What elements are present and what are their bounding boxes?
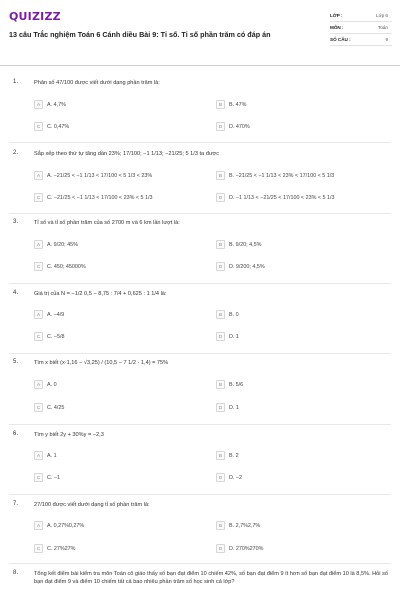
option-c[interactable]: [34, 402, 64, 413]
option-letter-box: A: [34, 451, 43, 460]
option-text: D. 1: [229, 404, 239, 411]
option-text: C. 27%27%: [47, 545, 76, 552]
option-letter-box: C: [34, 262, 43, 271]
divider: [9, 283, 391, 284]
question-text: Sắp xếp theo thứ tự tăng dần 23%; 17/100; −1 1/13; −21/25; 5 1/3 ta được: [34, 151, 220, 157]
option-text: D. 470%: [229, 123, 250, 130]
option-text: A. −4/9: [47, 311, 65, 318]
option-a[interactable]: [34, 520, 84, 531]
divider: [9, 424, 391, 425]
option-b[interactable]: [216, 99, 246, 110]
meta-table: [330, 10, 392, 46]
option-a[interactable]: [34, 170, 152, 181]
question-number: 8.: [13, 570, 19, 576]
option-text: B. 9/20; 4,5%: [229, 241, 262, 248]
question-text: Tỉ số và tỉ số phần trăm của số 2700 m và 6 km lần lượt là:: [34, 220, 180, 226]
option-a[interactable]: [34, 239, 78, 250]
quizizz-logo[interactable]: QUIZIZZ: [9, 10, 61, 23]
option-letter-box: D: [216, 262, 225, 271]
option-b[interactable]: [216, 379, 243, 390]
option-text: C. 450; 45000%: [47, 263, 86, 270]
option-letter-box: C: [34, 473, 43, 482]
divider: [9, 213, 391, 214]
document-header: [0, 0, 400, 66]
option-letter-box: A: [34, 310, 43, 319]
option-text: C. 0,47%: [47, 123, 70, 130]
option-text: A. 9/20; 45%: [47, 241, 78, 248]
option-letter-box: A: [34, 380, 43, 389]
question-text: Phân số 47/100 được viết dưới dạng phần trăm là:: [34, 80, 160, 86]
question-number: 1.: [13, 79, 19, 85]
option-text: D. −2: [229, 474, 243, 481]
option-text: B. 5/6: [229, 381, 244, 388]
divider: [9, 142, 391, 143]
question-text: Tìm y biết 2y + 30%y = −2,3: [34, 432, 104, 438]
option-d[interactable]: [216, 331, 239, 342]
option-letter-box: B: [216, 240, 225, 249]
option-letter-box: B: [216, 100, 225, 109]
question-number: 2.: [13, 150, 19, 156]
question-number: 5.: [13, 359, 19, 365]
option-a[interactable]: [34, 379, 57, 390]
divider: [9, 563, 391, 564]
option-b[interactable]: [216, 520, 260, 531]
option-text: C. −5/8: [47, 333, 65, 340]
option-letter-box: D: [216, 122, 225, 131]
option-letter-box: D: [216, 193, 225, 202]
option-d[interactable]: [216, 472, 242, 483]
option-letter-box: D: [216, 544, 225, 553]
option-a[interactable]: [34, 309, 64, 320]
option-a[interactable]: [34, 99, 66, 110]
meta-key: SỐ CÂU :: [330, 37, 351, 42]
option-b[interactable]: [216, 239, 261, 250]
option-text: D. −1 1/13 < −21/25 < 17/100 < 23% < 5 1/3: [229, 194, 335, 201]
option-text: A. −21/25 < −1 1/13 < 17/100 < 5 1/3 < 23%: [47, 172, 153, 179]
option-c[interactable]: [34, 331, 65, 342]
option-d[interactable]: [216, 192, 335, 203]
option-d[interactable]: [216, 121, 250, 132]
option-letter-box: A: [34, 521, 43, 530]
option-text: D. 270%270%: [229, 545, 264, 552]
meta-row-subject: [330, 22, 392, 34]
divider: [9, 353, 391, 354]
option-text: A. 0,27%0,27%: [47, 522, 85, 529]
option-d[interactable]: [216, 543, 263, 554]
option-letter-box: B: [216, 380, 225, 389]
option-text: C. −1: [47, 474, 61, 481]
option-letter-box: D: [216, 403, 225, 412]
option-c[interactable]: [34, 543, 75, 554]
option-letter-box: B: [216, 451, 225, 460]
meta-key: LỚP :: [330, 13, 343, 18]
option-text: A. 4,7%: [47, 101, 66, 108]
option-letter-box: A: [34, 240, 43, 249]
option-c[interactable]: [34, 121, 69, 132]
option-c[interactable]: [34, 472, 60, 483]
option-letter-box: C: [34, 122, 43, 131]
page-title: 13 câu Trắc nghiệm Toán 6 Cánh diều Bài 9: Tỉ số. Tỉ số phần trăm có đáp án: [9, 30, 271, 39]
meta-value: Toán: [378, 25, 388, 30]
option-letter-box: A: [34, 100, 43, 109]
option-letter-box: C: [34, 193, 43, 202]
question-number: 4.: [13, 290, 19, 296]
option-text: B. 2: [229, 452, 239, 459]
option-text: D. 9/200; 4,5%: [229, 263, 265, 270]
meta-value: 9: [385, 37, 388, 42]
option-c[interactable]: [34, 192, 153, 203]
question-text: 27/100 được viết dưới dạng tỉ số phần trăm là:: [34, 502, 150, 508]
option-c[interactable]: [34, 261, 86, 272]
option-text: B. 47%: [229, 101, 247, 108]
question-text: Tìm x biết (x·1,16 − √3,25) / (10,5 − 7 1/2 · 1,4) = 75%: [34, 360, 169, 366]
option-letter-box: C: [34, 332, 43, 341]
option-text: C. −21/25 < −1 1/13 < 17/100 < 23% < 5 1/3: [47, 194, 153, 201]
option-text: D. 1: [229, 333, 239, 340]
question-number: 6.: [13, 431, 19, 437]
option-letter-box: C: [34, 544, 43, 553]
option-letter-box: D: [216, 473, 225, 482]
question-text: Tổng kết điểm bài kiểm tra môn Toán cô giáo thấy số bạn đạt điểm 10 chiếm 42%, số bạn đạt điểm 9 ít hơn số bạn đạt điểm 10 là 8,5%. Hỏi số bạn đạt điểm 9 và điểm 10 chiếm tất cả bao nhiêu phần trăm số học sinh cả lớp?: [34, 571, 388, 585]
question-text: Giá trị của N = −1/2 0,5 − 8,75 : 7/4 + 0,625 : 1 1/4 là:: [34, 291, 167, 297]
option-d[interactable]: [216, 402, 239, 413]
meta-row-count: [330, 34, 392, 46]
option-text: B. 2,7%2,7%: [229, 522, 261, 529]
option-b[interactable]: [216, 170, 334, 181]
meta-value: Lớp 6: [376, 13, 388, 18]
option-text: A. 0: [47, 381, 57, 388]
option-letter-box: A: [34, 171, 43, 180]
option-letter-box: B: [216, 171, 225, 180]
option-letter-box: B: [216, 521, 225, 530]
option-text: B. 0: [229, 311, 239, 318]
option-text: A. 1: [47, 452, 57, 459]
question-number: 3.: [13, 219, 19, 225]
option-letter-box: B: [216, 310, 225, 319]
question-number: 7.: [13, 501, 19, 507]
option-text: B. −21/25 < −1 1/13 < 23% < 17/100 < 5 1/3: [229, 172, 335, 179]
option-letter-box: D: [216, 332, 225, 341]
option-letter-box: C: [34, 403, 43, 412]
divider: [9, 494, 391, 495]
option-b[interactable]: [216, 450, 239, 461]
meta-key: MÔN :: [330, 25, 344, 30]
option-d[interactable]: [216, 261, 265, 272]
meta-row-grade: [330, 10, 392, 22]
option-a[interactable]: [34, 450, 57, 461]
option-b[interactable]: [216, 309, 239, 320]
option-text: C. 4/25: [47, 404, 65, 411]
